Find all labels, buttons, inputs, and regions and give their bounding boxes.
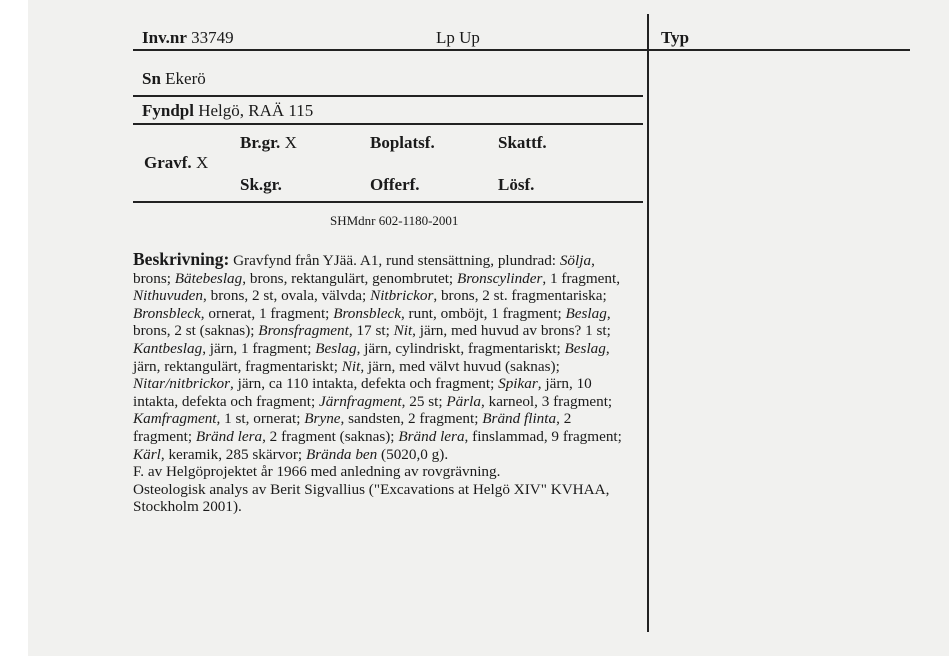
- description-find-name: Bränd lera: [195, 427, 263, 445]
- description-text: , 25 st;: [401, 392, 447, 410]
- description-find-name: Bryne: [304, 410, 341, 428]
- shm-number: SHMdnr 602-1180-2001: [330, 213, 459, 228]
- inventory-value: 33749: [191, 28, 234, 47]
- description-text: , 1 fragment,: [542, 269, 621, 287]
- description-find-name: Nitbrickor: [370, 287, 434, 305]
- description-text: fragment;: [133, 427, 196, 445]
- description-text: , finslammad, 9 fragment;: [464, 427, 622, 445]
- description-line: [133, 463, 633, 481]
- description-line: [133, 393, 633, 411]
- description-find-name: Bronsfragment: [258, 322, 349, 340]
- description-find-name: Bronscylinder: [456, 269, 543, 287]
- gravfynd-value: X: [195, 153, 209, 172]
- offerfynd-label: Offerf.: [370, 175, 420, 194]
- description-line: [133, 428, 633, 446]
- description-line: [133, 251, 633, 270]
- fyndplats-row: [142, 101, 313, 121]
- brandgrav-value: X: [284, 133, 297, 152]
- description-find-name: Kamfragment: [133, 410, 217, 428]
- description-line: [133, 375, 633, 393]
- fyndplats-value: Helgö, RAÄ 115: [198, 101, 314, 120]
- description-line: [133, 322, 633, 340]
- description-find-name: Spikar: [498, 375, 538, 393]
- description-find-name: Kantbeslag: [133, 339, 203, 357]
- description-find-name: Bronsbleck: [133, 304, 201, 322]
- typ-label: Typ: [661, 28, 690, 47]
- losfynd-label: Lösf.: [498, 175, 535, 194]
- description-find-name: Bränd flinta: [482, 410, 557, 428]
- description-find-name: Nitar/nitbrickor: [133, 375, 231, 393]
- socken-value: Ekerö: [165, 69, 206, 88]
- description-line: [133, 287, 633, 305]
- description-text: , karneol, 3 fragment;: [481, 392, 613, 410]
- description-text: , järn, ca 110 intakta, defekta och fragment;: [230, 375, 499, 393]
- description-text: , ornerat, 1 fragment;: [200, 304, 334, 322]
- fyndplats-rule: [133, 123, 643, 125]
- boplatsfynd-label: Boplatsf.: [370, 133, 435, 152]
- description-text: (5020,0 g).: [377, 445, 449, 463]
- description-text: , 1 st, ornerat;: [216, 410, 305, 428]
- column-divider: [647, 14, 649, 632]
- description-text: , järn, med välvt huvud (saknas);: [360, 357, 560, 375]
- description-text: Stockholm 2001).: [133, 498, 242, 516]
- description-find-name: Beslag: [315, 339, 357, 357]
- description-text: , järn, med huvud av brons? 1 st;: [412, 322, 611, 340]
- description-line: [133, 305, 633, 323]
- description-text: intakta, defekta och fragment;: [133, 392, 319, 410]
- inventory-number: [142, 28, 234, 48]
- description-line: [133, 498, 633, 516]
- socken-row: [142, 69, 206, 89]
- description-find-name: Nit: [341, 357, 361, 375]
- description-line: [133, 270, 633, 288]
- description-label: Beskrivning:: [133, 249, 230, 269]
- gravfynd-label: Gravf.: [144, 153, 192, 172]
- description-find-name: Järnfragment: [318, 392, 402, 410]
- socken-rule: [133, 95, 643, 97]
- fyndplats-label: Fyndpl: [142, 101, 194, 120]
- description-find-name: Nithuvuden: [133, 287, 204, 305]
- description-text: järn, rektangulärt, fragmentariskt;: [133, 357, 342, 375]
- description-text: ,: [591, 252, 595, 269]
- description-text: F. av Helgöprojektet år 1966 med anledning av rovgrävning.: [133, 463, 501, 481]
- description-text: , järn, 10: [537, 375, 592, 393]
- description-find-name: Kärl: [133, 445, 161, 463]
- description-text: , järn, 1 fragment;: [202, 339, 316, 357]
- description-line: [133, 410, 633, 428]
- description-text: Osteologisk analys av Berit Sigvallius ("Excavations at Helgö XIV" KVHAA,: [133, 480, 610, 498]
- description-line: [133, 358, 633, 376]
- description-text: ,: [606, 304, 611, 322]
- description-text: , 2 fragment (saknas);: [262, 427, 399, 445]
- description-text: ,: [605, 339, 610, 357]
- brandgrav-field: [240, 133, 297, 153]
- description-find-name: Sölja: [559, 252, 592, 269]
- description-line: [133, 340, 633, 358]
- description-line: [133, 446, 633, 464]
- description-text: , 17 st;: [348, 322, 394, 340]
- header-rule: [133, 49, 910, 51]
- inventory-label: Inv.nr: [142, 28, 187, 47]
- description-line: [133, 481, 633, 499]
- skelettgrav-label: Sk.gr.: [240, 175, 282, 194]
- description-text: , runt, omböjt, 1 fragment;: [400, 304, 566, 322]
- categories-rule: [133, 201, 643, 203]
- skattfynd-label: Skattf.: [498, 133, 547, 152]
- brandgrav-label: Br.gr.: [240, 133, 281, 152]
- description-find-name: Bronsbleck: [333, 304, 401, 322]
- description-find-name: Nit: [393, 322, 413, 340]
- description-text: , brons, rektangulärt, genombrutet;: [242, 269, 457, 287]
- description-text: , 2: [556, 410, 572, 428]
- description-find-name: Brända ben: [305, 445, 378, 463]
- description-text: , sandsten, 2 fragment;: [340, 410, 483, 428]
- description-find-name: Beslag: [564, 339, 606, 357]
- description-text: , brons, 2 st. fragmentariska;: [433, 287, 607, 305]
- description-find-name: Beslag: [565, 304, 607, 322]
- description-block: [133, 251, 633, 516]
- gravfynd-field: [144, 153, 208, 173]
- description-find-name: Bätebeslag: [174, 269, 243, 287]
- description-text: Gravfynd från YJää. A1, rund stensättning, plundrad:: [233, 252, 560, 269]
- description-find-name: Pärla: [446, 392, 481, 410]
- description-text: brons, 2 st (saknas);: [133, 322, 259, 340]
- description-find-name: Bränd lera: [398, 427, 465, 445]
- description-text: , keramik, 285 skärvor;: [160, 445, 306, 463]
- lp-up-label: Lp Up: [436, 28, 480, 47]
- description-text: , järn, cylindriskt, fragmentariskt;: [356, 339, 565, 357]
- description-text: , brons, 2 st, ovala, välvda;: [203, 287, 371, 305]
- socken-label: Sn: [142, 69, 161, 88]
- description-text: brons;: [133, 269, 175, 287]
